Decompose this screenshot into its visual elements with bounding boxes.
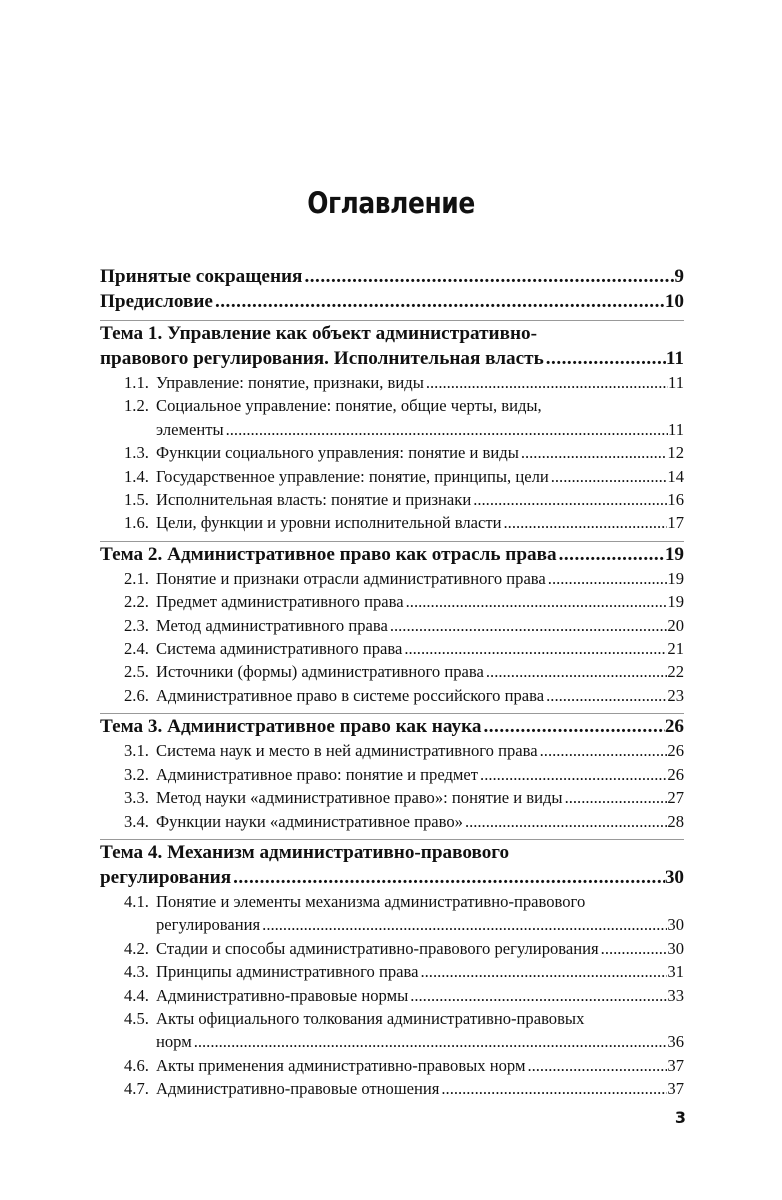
section-page: 36 — [667, 1032, 684, 1052]
section-title: Акты применения административно-правовых норм — [156, 1055, 526, 1075]
section-title: Стадии и способы административно-правового регулирования — [156, 938, 599, 958]
dot-leader — [463, 810, 667, 833]
section-number: 2.6. — [124, 685, 149, 705]
topic-title-line[interactable]: Тема 1. Управление как объект административно- — [100, 323, 538, 344]
section-page: 22 — [667, 662, 684, 682]
topic-title-line: Тема 3. Административное право как наука — [100, 716, 482, 738]
section-number: 3.3. — [124, 788, 149, 808]
section-title: Принципы административного права — [156, 962, 419, 982]
dot-leader — [408, 984, 667, 1007]
section-page: 26 — [667, 764, 684, 784]
toc-section[interactable] — [124, 590, 684, 613]
section-title: Цели, функции и уровни исполнительной власти — [156, 513, 502, 533]
toc-entry-page: 26 — [664, 716, 684, 738]
dot-leader — [563, 786, 668, 809]
toc-section[interactable] — [124, 1077, 684, 1100]
toc-section[interactable] — [124, 739, 684, 762]
section-title: Функции социального управления: понятие и виды — [156, 443, 519, 463]
toc-section[interactable] — [124, 394, 684, 441]
toc-section[interactable] — [124, 511, 684, 534]
dot-leader — [388, 614, 668, 637]
toc-topic-4 — [100, 840, 684, 1101]
toc-entry-preface[interactable] — [100, 289, 684, 314]
toc-entry-title: Принятые сокращения — [100, 266, 303, 287]
toc-entry-abbreviations[interactable] — [100, 264, 684, 289]
toc-topic-3 — [100, 714, 684, 833]
section-number: 1.1. — [124, 373, 149, 392]
section-number: 4.2. — [124, 938, 149, 958]
section-title: Предмет административного права — [156, 592, 404, 612]
toc-section[interactable] — [124, 637, 684, 660]
topic-title-last-line[interactable] — [100, 714, 684, 739]
section-page: 28 — [667, 811, 684, 831]
section-number: 1.5. — [124, 490, 149, 510]
section-title: Система административного права — [156, 639, 403, 659]
section-title: Метод административного права — [156, 615, 388, 635]
dot-leader — [519, 441, 668, 464]
dot-leader — [439, 1077, 667, 1100]
table-of-contents — [100, 264, 684, 1101]
section-page: 11 — [668, 419, 684, 439]
section-title: Социальное управление: понятие, общие черты, виды, — [156, 396, 542, 416]
toc-entry-page: 10 — [664, 291, 684, 312]
dot-leader — [231, 865, 665, 890]
section-title: Понятие и признаки отрасли административного права — [156, 568, 546, 588]
section-page: 14 — [667, 466, 684, 486]
section-title: Управление: понятие, признаки, виды — [156, 373, 424, 392]
toc-section[interactable] — [124, 684, 684, 707]
toc-entry-page: 19 — [664, 543, 684, 565]
section-title: Исполнительная власть: понятие и признаки — [156, 490, 472, 510]
section-page: 17 — [667, 513, 684, 533]
section-number: 2.4. — [124, 639, 149, 659]
dot-leader — [213, 289, 665, 314]
section-number: 2.2. — [124, 592, 149, 612]
section-number: 4.6. — [124, 1055, 149, 1075]
section-title-cont: норм — [156, 1032, 192, 1052]
dot-leader — [478, 763, 667, 786]
toc-section[interactable] — [124, 567, 684, 590]
toc-section[interactable] — [124, 660, 684, 683]
dot-leader — [224, 418, 668, 441]
toc-section[interactable] — [124, 890, 684, 937]
dot-leader — [302, 264, 674, 289]
topic-title-line: регулирования — [100, 866, 232, 888]
section-number: 3.4. — [124, 811, 149, 831]
toc-entry-page: 11 — [665, 348, 684, 369]
toc-section[interactable] — [124, 1007, 684, 1054]
topic-title-line[interactable]: Тема 4. Механизм административно-правового — [100, 841, 510, 863]
toc-section[interactable] — [124, 614, 684, 637]
toc-section[interactable] — [124, 960, 684, 983]
section-page: 30 — [667, 915, 684, 935]
section-page: 27 — [667, 788, 684, 808]
section-number: 1.4. — [124, 466, 149, 486]
dot-leader — [192, 1030, 668, 1053]
section-page: 19 — [667, 592, 684, 612]
dot-leader — [538, 739, 668, 762]
toc-entry-page: 30 — [664, 866, 684, 888]
page-title: Оглавление — [307, 186, 475, 220]
topic-title-last-line[interactable] — [100, 865, 684, 890]
section-page: 30 — [667, 938, 684, 958]
section-number: 1.6. — [124, 513, 149, 533]
dot-leader — [481, 714, 664, 739]
section-title: Система наук и место в ней административного права — [156, 741, 538, 761]
dot-leader — [402, 637, 667, 660]
section-number: 3.1. — [124, 741, 149, 761]
section-page: 37 — [667, 1079, 684, 1099]
dot-leader — [549, 465, 668, 488]
section-title: Функции науки «административное право» — [156, 811, 463, 831]
page-number: 3 — [674, 1108, 686, 1127]
dot-leader — [544, 684, 667, 707]
section-title: Административное право в системе российского права — [156, 685, 545, 705]
section-number: 4.1. — [124, 891, 149, 911]
toc-section[interactable] — [124, 810, 684, 833]
section-page: 31 — [667, 962, 684, 982]
toc-entry-page: 9 — [674, 266, 684, 287]
dot-leader — [544, 346, 666, 371]
section-title: Административно-правовые нормы — [156, 985, 409, 1005]
section-title: Административное право: понятие и предмет — [156, 764, 479, 784]
toc-section[interactable] — [124, 937, 684, 960]
dot-leader — [502, 511, 668, 534]
section-page: 23 — [667, 685, 684, 705]
toc-section[interactable] — [124, 488, 684, 511]
section-number: 4.3. — [124, 962, 149, 982]
section-title: Источники (формы) административного права — [156, 662, 484, 682]
dot-leader — [546, 567, 668, 590]
toc-topic-2 — [100, 542, 684, 707]
section-number: 1.2. — [124, 396, 149, 416]
toc-section[interactable] — [124, 1054, 684, 1077]
dot-leader — [419, 960, 668, 983]
dot-leader — [525, 1054, 667, 1077]
toc-topic-1 — [100, 321, 684, 535]
section-number: 2.1. — [124, 568, 149, 588]
section-number: 4.5. — [124, 1008, 149, 1028]
toc-section[interactable] — [124, 371, 684, 394]
section-page: 21 — [667, 639, 684, 659]
section-number: 4.4. — [124, 985, 149, 1005]
toc-section[interactable] — [124, 984, 684, 1007]
section-title: Метод науки «административное право»: понятие и виды — [156, 788, 563, 808]
section-page: 26 — [667, 741, 684, 761]
section-page: 11 — [668, 373, 684, 392]
section-page: 33 — [667, 985, 684, 1005]
section-title: Акты официального толкования административно-правовых — [156, 1008, 585, 1028]
section-title-cont: элементы — [156, 419, 224, 439]
toc-entry-title: Предисловие — [100, 291, 213, 312]
dot-leader — [260, 913, 667, 936]
topic-title-last-line[interactable] — [100, 542, 684, 567]
dot-leader — [599, 937, 668, 960]
section-number: 2.5. — [124, 662, 149, 682]
topic-title-last-line[interactable] — [100, 346, 684, 371]
section-page: 20 — [667, 615, 684, 635]
section-page: 16 — [667, 490, 684, 510]
section-number: 1.3. — [124, 443, 149, 463]
section-title: Административно-правовые отношения — [156, 1079, 440, 1099]
section-page: 12 — [667, 443, 684, 463]
section-title-cont: регулирования — [156, 915, 261, 935]
toc-section[interactable] — [124, 786, 684, 809]
section-page: 37 — [667, 1055, 684, 1075]
section-number: 2.3. — [124, 615, 149, 635]
section-title: Государственное управление: понятие, принципы, цели — [156, 466, 549, 486]
toc-section[interactable] — [124, 465, 684, 488]
dot-leader — [404, 590, 668, 613]
section-page: 19 — [667, 568, 684, 588]
topic-title-line: правового регулирования. Исполнительная власть — [100, 348, 544, 369]
dot-leader — [471, 488, 667, 511]
dot-leader — [484, 660, 668, 683]
topic-title-line: Тема 2. Административное право как отрасль права — [100, 543, 557, 565]
section-number: 3.2. — [124, 764, 149, 784]
section-number: 4.7. — [124, 1079, 149, 1099]
toc-section[interactable] — [124, 441, 684, 464]
section-title: Понятие и элементы механизма административно-правового — [156, 891, 586, 911]
dot-leader — [424, 371, 668, 394]
toc-section[interactable] — [124, 763, 684, 786]
dot-leader — [557, 542, 665, 567]
